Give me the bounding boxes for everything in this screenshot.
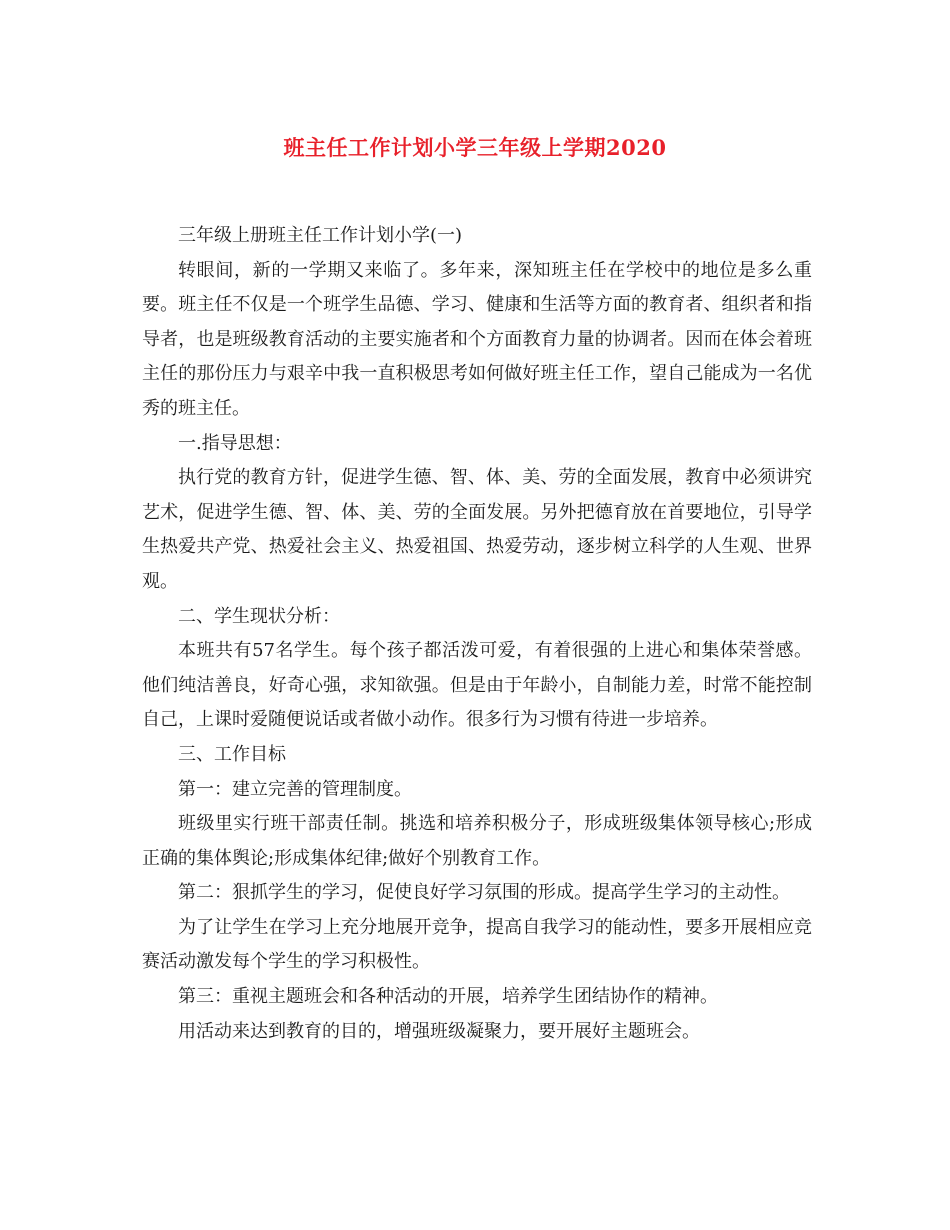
heading-work-goals: 三、工作目标 [178, 743, 286, 765]
heading-student-analysis: 二、学生现状分析： [178, 605, 340, 627]
goal-third: 第三：重视主题班会和各种活动的开展，培养学生团结协作的精神。 [178, 986, 718, 1008]
paragraph-goal-third: 用活动来达到教育的目的，增强班级凝聚力，要开展好主题班会。 [178, 1020, 700, 1042]
paragraph-intro: 转眼间，新的一学期又来临了。多年来，深知班主任在学校中的地位是多么重要。班主任不仅是一个班学生品德、学习、健康和生活等方面的教育者、组织者和指导者，也是班级教育活动的主要实施者和个方面教育力量的协调者。因而在体会着班主任的那份压力与艰辛中我一直积极思考如何做好班主任工作，望自己能成为一名优秀的班主任。 [142, 259, 812, 419]
paragraph-section-heading: 三年级上册班主任工作计划小学(一) [178, 225, 463, 246]
heading-guiding-ideology: 一.指导思想： [178, 432, 292, 454]
document-title: 班主任工作计划小学三年级上学期2020 [283, 135, 667, 160]
paragraph-student-analysis: 本班共有57名学生。每个孩子都活泼可爱，有着很强的上进心和集体荣誉感。他们纯洁善良，好奇心强，求知欲强。但是由于年龄小，自制能力差，时常不能控制自己，上课时爱随便说话或者做小动作。很多行为习惯有待进一步培养。 [142, 640, 812, 731]
paragraph-guiding-ideology: 执行党的教育方针，促进学生德、智、体、美、劳的全面发展，教育中必须讲究艺术，促进学生德、智、体、美、劳的全面发展。另外把德育放在首要地位，引导学生热爱共产党、热爱社会主义、热爱祖国、热爱劳动，逐步树立科学的人生观、世界观。 [142, 467, 812, 592]
goal-first: 第一：建立完善的管理制度。 [178, 778, 412, 800]
paragraph-goal-first: 班级里实行班干部责任制。挑选和培养积极分子，形成班级集体领导核心;形成正确的集体舆论;形成集体纪律;做好个别教育工作。 [142, 813, 812, 869]
document-body [142, 219, 812, 1049]
paragraph-goal-second: 为了让学生在学习上充分地展开竞争，提高自我学习的能动性，要多开展相应竞赛活动激发每个学生的学习积极性。 [142, 916, 812, 973]
goal-second: 第二：狠抓学生的学习，促使良好学习氛围的形成。提高学生学习的主动性。 [178, 882, 790, 904]
